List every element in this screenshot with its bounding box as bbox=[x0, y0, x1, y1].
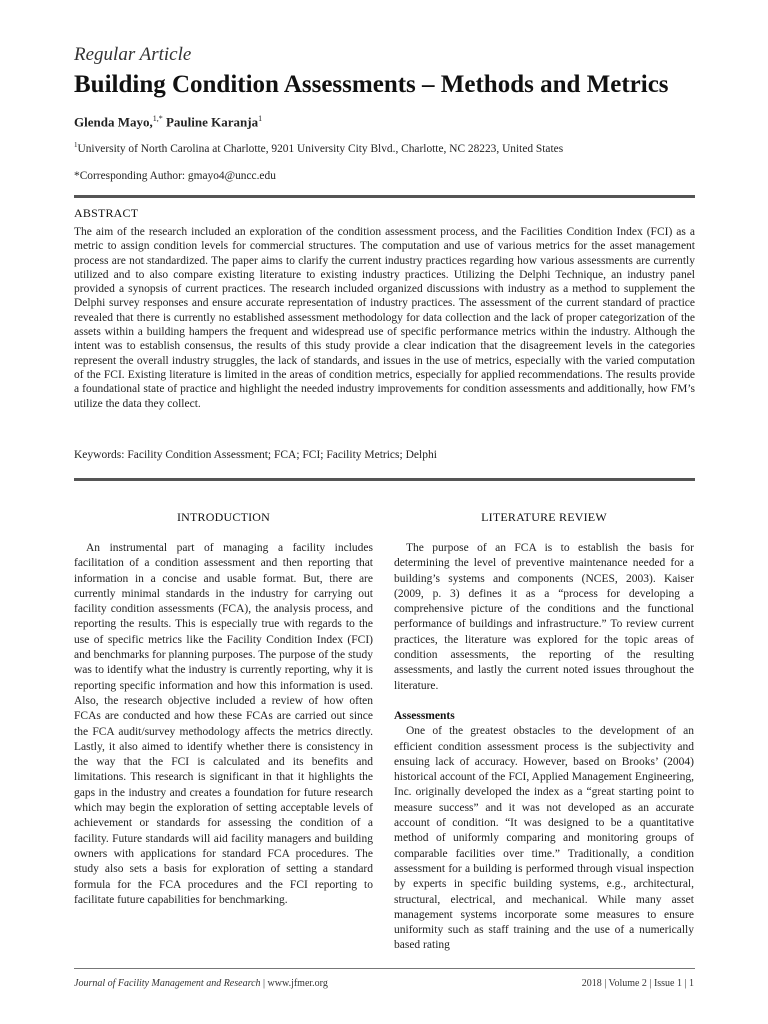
author-affiliation-marker: 1 bbox=[258, 114, 263, 123]
affiliation bbox=[74, 141, 563, 155]
author-line bbox=[74, 114, 262, 130]
keywords: Keywords: Facility Condition Assessment; FCA; FCI; Facility Metrics; Delphi bbox=[74, 449, 437, 461]
left-column bbox=[74, 510, 373, 908]
literature-review-heading: LITERATURE REVIEW bbox=[481, 510, 607, 524]
section-divider bbox=[74, 195, 695, 198]
introduction-paragraph: An instrumental part of managing a facility includes facilitation of a condition assessment and then reporting that information in a concise and usable format. But, there are currently minimal standards in the industry for carrying out facility condition assessments (FCA), the analysis process, and reporting the results. This is especially true with regards to the use of specific metrics like the Facility Condition Index (FCI) and benchmarks for planning purposes. The purpose of the study was to identify what the industry is currently reporting, why it is reporting specific information and how this information is used. Also, the research objective included a review of how often FCAs are conducted and how these FCAs are carried out since the FCA audit/survey methodology affects the metrics directly. Lastly, it also aimed to identify whether there is consistency in the way that the FCI is calculated and its benefits and limitations. This research is significant in that it highlights the gaps in the industry and creates a foundation for future research which may begin the exploration of setting acceptable levels of achievement or standards for assessing the condition of a facility. Future standards will aid facility managers and building owners with applications for standard FCA procedures. The study also sets a basis for exploration of setting a standard formula for the FCA procedures and the FCI reporting to facilitate future capabilities for benchmarking. bbox=[74, 542, 373, 906]
introduction-heading: INTRODUCTION bbox=[176, 510, 271, 524]
author-name: Glenda Mayo, bbox=[74, 114, 153, 130]
affiliation-marker: 1 bbox=[74, 141, 78, 149]
footer-journal bbox=[74, 978, 328, 989]
literature-paragraph: The purpose of an FCA is to establish the basis for determining the level of preventive maintenance needed for a building’s systems and components (NCES, 2003). Kaiser (2009, p. 3) defines it as a “process for developing a comprehensive picture of the conditions and the functional performance of buildings and infrastructure.” To review current practices, the literature was explored for the topic areas of condition assessments, the reporting of the resulting assessments, and lastly the current noted issues throughout the literature. bbox=[394, 542, 694, 692]
article-title: Building Condition Assessments – Methods and Metrics bbox=[74, 71, 669, 98]
footer-separator: | bbox=[260, 978, 268, 989]
corresponding-author: *Corresponding Author: gmayo4@uncc.edu bbox=[74, 170, 276, 182]
article-type-label: Regular Article bbox=[74, 44, 192, 65]
author-affiliation-marker: 1,* bbox=[152, 114, 163, 123]
footer-divider bbox=[74, 968, 695, 969]
journal-name: Journal of Facility Management and Research bbox=[74, 978, 261, 989]
affiliation-text: University of North Carolina at Charlotte, 9201 University City Blvd., Charlotte, NC 28223, United States bbox=[77, 142, 564, 155]
assessments-paragraph: One of the greatest obstacles to the development of an efficient condition assessment process is the subjectivity and ensuing lack of accuracy. However, based on Brooks’ (2004) historical account of the FCI, Applied Management Engineering, Inc. originally developed the index as a “great starting point to measure success” and it was not developed as an accurate account of condition. “It was designed to be a quantitative method of uniformly comparing and monitoring groups of comparable facilities over time.” Traditionally, a condition assessment for a building is performed through visual inspection by experts in specific building systems, e.g., architectural, structural, electrical, and mechanical. While many asset management systems incorporate some measures to ensure uniformity such as staff training and the use of a numerically based rating bbox=[394, 725, 694, 952]
abstract-text: The aim of the research included an exploration of the condition assessment process, and the Facilities Condition Index (FCI) as a metric to assign condition levels for commercial structures. The computation and use of various metrics for the asset management process are not standardized. The paper aims to clarify the current industry practices regarding how various assessments are currently utilized and to also compare existing literature to existing industry practices. Utilizing the Delphi Technique, an industry panel provided a synopsis of current practices. The research included organized discussions with industry as a method to supplement the Delphi survey responses and ensure accurate representation of industry practices. The assessment of the current standard of practice revealed that there is currently no established assessment methodology for data collection and the lack of proper categorization of the assets within a building hampers the frequent and widespread use of specific performance metrics within the industry. Although the intent was to establish consensus, the results of this study provide a clear indication that the disagreement levels in the categories represent the overall industry struggles, the lack of standards, and issues in the use of metrics, especially with the varied computation of the FCI. Existing literature is limited in the areas of condition metrics, especially for applied recommendations. The results provide a foundational state of practice and highlight the needed industry improvements for condition assessments and additionally, how FM’s utilize the data they collect. bbox=[74, 226, 695, 410]
author-name: Pauline Karanja bbox=[165, 114, 259, 130]
journal-url[interactable]: www.jfmer.org bbox=[267, 978, 328, 989]
assessments-subheading: Assessments bbox=[394, 709, 455, 722]
right-column bbox=[394, 510, 694, 954]
section-divider bbox=[74, 478, 695, 481]
footer-issue-info: 2018 | Volume 2 | Issue 1 | 1 bbox=[581, 978, 694, 989]
abstract-heading: ABSTRACT bbox=[74, 206, 139, 220]
